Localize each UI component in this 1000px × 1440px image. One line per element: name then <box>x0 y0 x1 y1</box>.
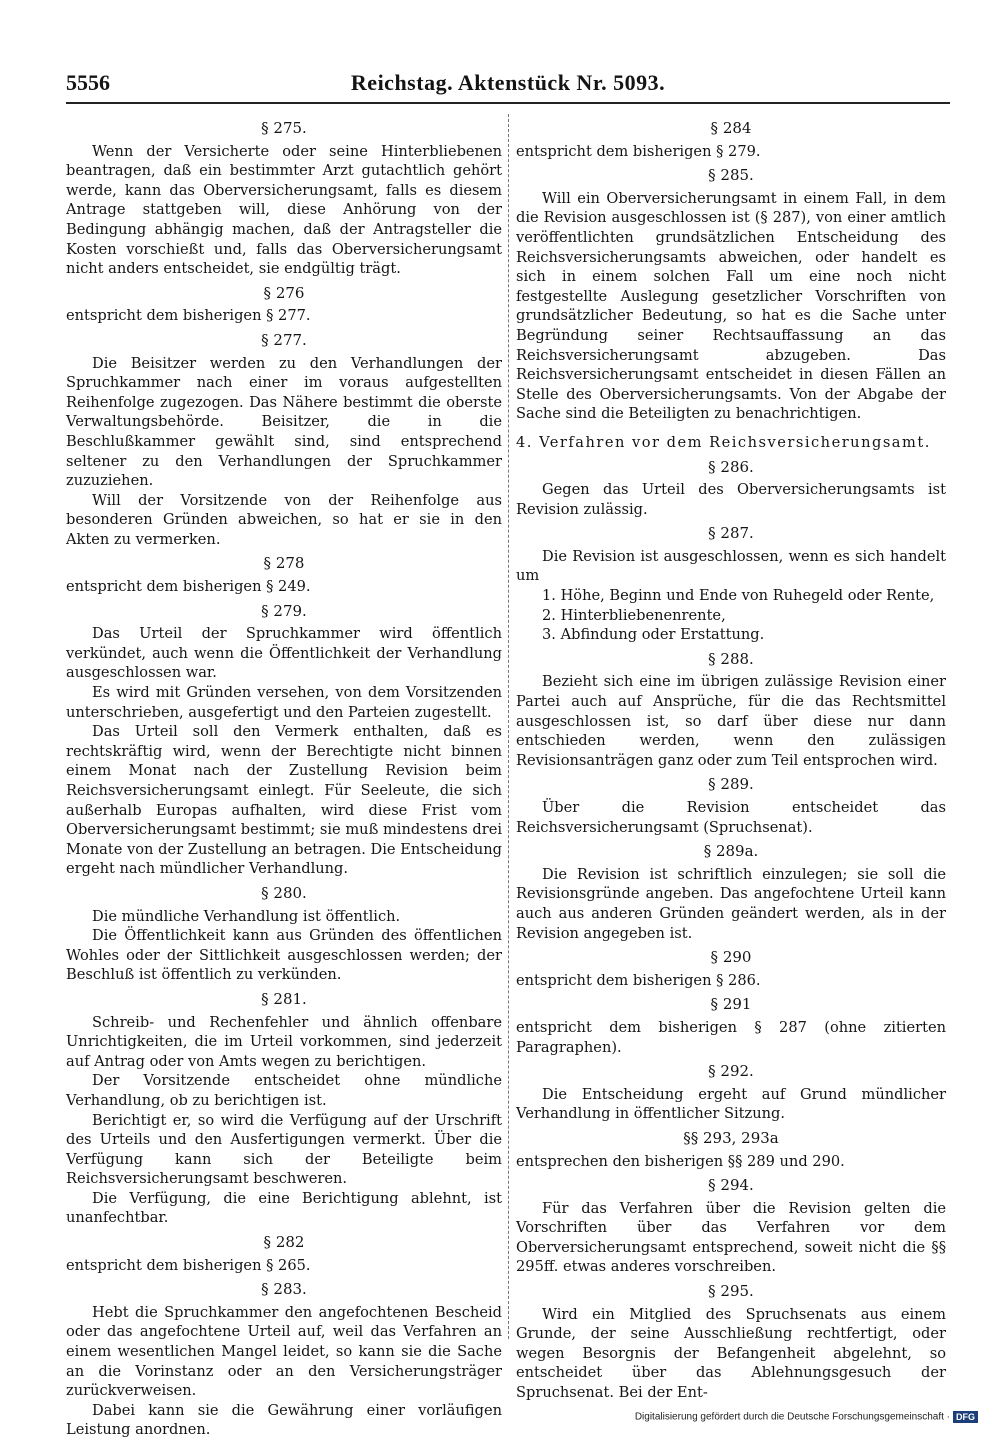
section-heading: § 286. <box>708 457 754 476</box>
list-item: 3. Abfindung oder Erstattung. <box>542 626 765 644</box>
paragraph: Die Öffentlichkeit kann aus Gründen des öffentlichen Wohles oder der Sittlichkeit ausgeschlossen werden; der Beschluß ist öffentlich zu verkünden. <box>66 927 502 984</box>
footer-credit: Digitalisierung gefördert durch die Deutsche Forschungsgemeinschaft · <box>634 1411 950 1423</box>
paragraph: Es wird mit Gründen versehen, von dem Vorsitzenden unterschrieben, ausgefertigt und den Parteien zugestellt. <box>66 684 502 721</box>
section-heading: § 288. <box>708 649 754 668</box>
paragraph: Berichtigt er, so wird die Verfügung auf der Urschrift des Urteils und den Ausfertigungen vermerkt. Über die Verfügung kann sich der Beteiligte beim Reichsversicherungsamt beschweren. <box>66 1111 502 1188</box>
footer <box>635 1411 978 1423</box>
section-heading: §§ 293, 293a <box>683 1128 779 1147</box>
paragraph: Die Verfügung, die eine Berichtigung ablehnt, ist unanfechtbar. <box>66 1189 502 1227</box>
dfg-logo: DFG <box>953 1411 978 1423</box>
section-heading: § 277. <box>261 330 307 349</box>
paragraph: entspricht dem bisherigen § 287 (ohne zitierten Paragraphen). <box>516 1018 946 1056</box>
paragraph: Gegen das Urteil des Oberversicherungsamts ist Revision zulässig. <box>516 481 946 518</box>
paragraph: Die Beisitzer werden zu den Verhandlungen der Spruchkammer nach einer im voraus aufgestellten Reihenfolge zugezogen. Das Nähere bestimmt die oberste Verwaltungsbehörde. Beisitzer, die in die Beschlußkammer gewählt sind, sind entsprechend seltener zu den Verhandlungen der Spruchkammer zuzuziehen. <box>66 354 502 490</box>
section-heading: § 287. <box>708 524 754 543</box>
paragraph: Die mündliche Verhandlung ist öffentlich. <box>92 907 401 925</box>
paragraph: Die Revision ist schriftlich einzulegen; sie soll die Revisionsgründe angeben. Das angefochtene Urteil kann auch aus anderen Gründen geändert werden, als in der Revision angegeben ist. <box>516 865 946 942</box>
paragraph: Dabei kann sie die Gewährung einer vorläufigen Leistung anordnen. <box>66 1401 502 1439</box>
section-heading: § 290 <box>710 948 752 967</box>
chapter-heading: 4. Verfahren vor dem Reichsversicherungsamt. <box>516 433 931 451</box>
section-heading: § 281. <box>261 989 307 1008</box>
paragraph: Bezieht sich eine im übrigen zulässige Revision einer Partei auch auf Ansprüche, für die das Rechtsmittel ausgeschlossen ist, so darf über diese nur dann entschieden werden, wenn den zulässigen Revisionsanträgen ganz oder zum Teil entsprochen wird. <box>516 673 946 769</box>
paragraph: Will ein Oberversicherungsamt in einem Fall, in dem die Revision ausgeschlossen ist (§ 287), von einer amtlich veröffentlichten grundsätzlichen Entscheidung des Reichsversicherungsamts abweichen, oder handelt es sich in einem solchen Fall um eine noch nicht festgestellte Auslegung gesetzlicher Vorschriften von grundsätzlicher Bedeutung, so hat es die Sache unter Begründung seiner Rechtsauffassung an das Reichsversicherungsamt abzugeben. Das Reichsversicherungsamt entscheidet in diesen Fällen an Stelle des Oberversicherungsamts. Von der Abgabe der Sache sind die Beteiligten zu benachrichtigen. <box>516 189 946 423</box>
section-heading: § 289a. <box>703 842 759 861</box>
section-heading: § 285. <box>708 166 754 185</box>
paragraph: entspricht dem bisherigen § 286. <box>516 971 761 989</box>
paragraph: Das Urteil soll den Vermerk enthalten, daß es rechtskräftig wird, wenn der Berechtigte nicht binnen einem Monat nach der Zustellung Revision beim Reichsversicherungsamt einlegt. Für Seeleute, die sich außerhalb Europas aufhalten, wird diese Frist vom Oberversicherungsamt bestimmt; sie muß mindestens drei Monate von der Zustellung an betragen. Die Entscheidung ergeht nach mündlicher Verhandlung. <box>66 723 502 878</box>
header-rule <box>66 102 950 104</box>
section-heading: § 282 <box>263 1233 305 1252</box>
section-heading: § 276 <box>263 283 305 302</box>
section-heading: § 279. <box>261 601 307 620</box>
paragraph: Das Urteil der Spruchkammer wird öffentlich verkündet, auch wenn die Öffentlichkeit der Verhandlung ausgeschlossen war. <box>66 625 502 682</box>
enumerated-list <box>542 586 946 645</box>
page-header <box>66 70 950 110</box>
paragraph: Über die Revision entscheidet das Reichsversicherungsamt (Spruchsenat). <box>516 799 946 836</box>
section-heading: § 280. <box>261 883 307 902</box>
section-heading: § 291 <box>710 995 752 1014</box>
paragraph: Für das Verfahren über die Revision gelten die Vorschriften über das Verfahren vor dem Oberversicherungsamt entsprechend, soweit nicht die §§ 295ff. etwas anderes vorschreiben. <box>516 1199 946 1276</box>
paragraph: Die Revision ist ausgeschlossen, wenn es sich handelt um <box>516 547 946 585</box>
paragraph: Schreib- und Rechenfehler und ähnlich offenbare Unrichtigkeiten, die im Urteil vorkommen, sind jederzeit auf Antrag oder von Amts wegen zu berichtigen. <box>66 1013 502 1070</box>
paragraph: Hebt die Spruchkammer den angefochtenen Bescheid oder das angefochtene Urteil auf, weil das Verfahren an einem wesentlichen Mangel leidet, so kann sie die Sache an die Vorinstanz oder an den Versicherungsträger zurückverweisen. <box>66 1303 502 1400</box>
paragraph: Wird ein Mitglied des Spruchsenats aus einem Grunde, der seine Ausschließung rechtfertigt, oder wegen Besorgnis der Befangenheit abgelehnt, so entscheidet über das Ablehnungsgesuch der Spruchsenat. Bei der Ent- <box>516 1305 946 1402</box>
section-heading: § 283. <box>261 1280 307 1299</box>
section-heading: § 278 <box>263 554 305 573</box>
paragraph: entspricht dem bisherigen § 249. <box>66 578 311 596</box>
section-heading: § 275. <box>261 119 307 137</box>
right-column <box>516 114 946 1402</box>
paragraph: entsprechen den bisherigen §§ 289 und 290. <box>516 1152 845 1170</box>
page-number: 5556 <box>66 70 110 95</box>
section-heading: § 289. <box>708 775 754 794</box>
paragraph: entspricht dem bisherigen § 279. <box>516 142 761 160</box>
page-title: Reichstag. Aktenstück Nr. 5093. <box>350 70 666 95</box>
section-heading: § 295. <box>708 1282 754 1301</box>
section-heading: § 294. <box>708 1176 754 1195</box>
paragraph: entspricht dem bisherigen § 265. <box>66 1256 311 1274</box>
section-heading: § 292. <box>708 1062 754 1081</box>
paragraph: Die Entscheidung ergeht auf Grund mündlicher Verhandlung in öffentlicher Sitzung. <box>516 1085 946 1123</box>
list-item: 2. Hinterbliebenenrente, <box>542 606 726 624</box>
column-divider <box>508 114 509 1339</box>
paragraph: Will der Vorsitzende von der Reihenfolge aus besonderen Gründen abweichen, so hat er sie in den Akten zu vermerken. <box>66 491 502 548</box>
paragraph: entspricht dem bisherigen § 277. <box>66 307 311 325</box>
list-item: 1. Höhe, Beginn und Ende von Ruhegeld oder Rente, <box>542 587 935 605</box>
paragraph: Der Vorsitzende entscheidet ohne mündliche Verhandlung, ob zu berichtigen ist. <box>66 1072 502 1109</box>
section-heading: § 284 <box>710 119 752 137</box>
left-column <box>66 114 502 1439</box>
paragraph: Wenn der Versicherte oder seine Hinterbliebenen beantragen, daß ein bestimmter Arzt gutachtlich gehört werde, kann das Oberversicherungsamt, falls es diesem Antrage stattgeben will, diese Anhörung von der Bedingung abhängig machen, daß der Antragsteller die Kosten vorschießt und, falls das Oberversicherungsamt nicht anders entscheidet, sie endgültig trägt. <box>66 142 502 278</box>
